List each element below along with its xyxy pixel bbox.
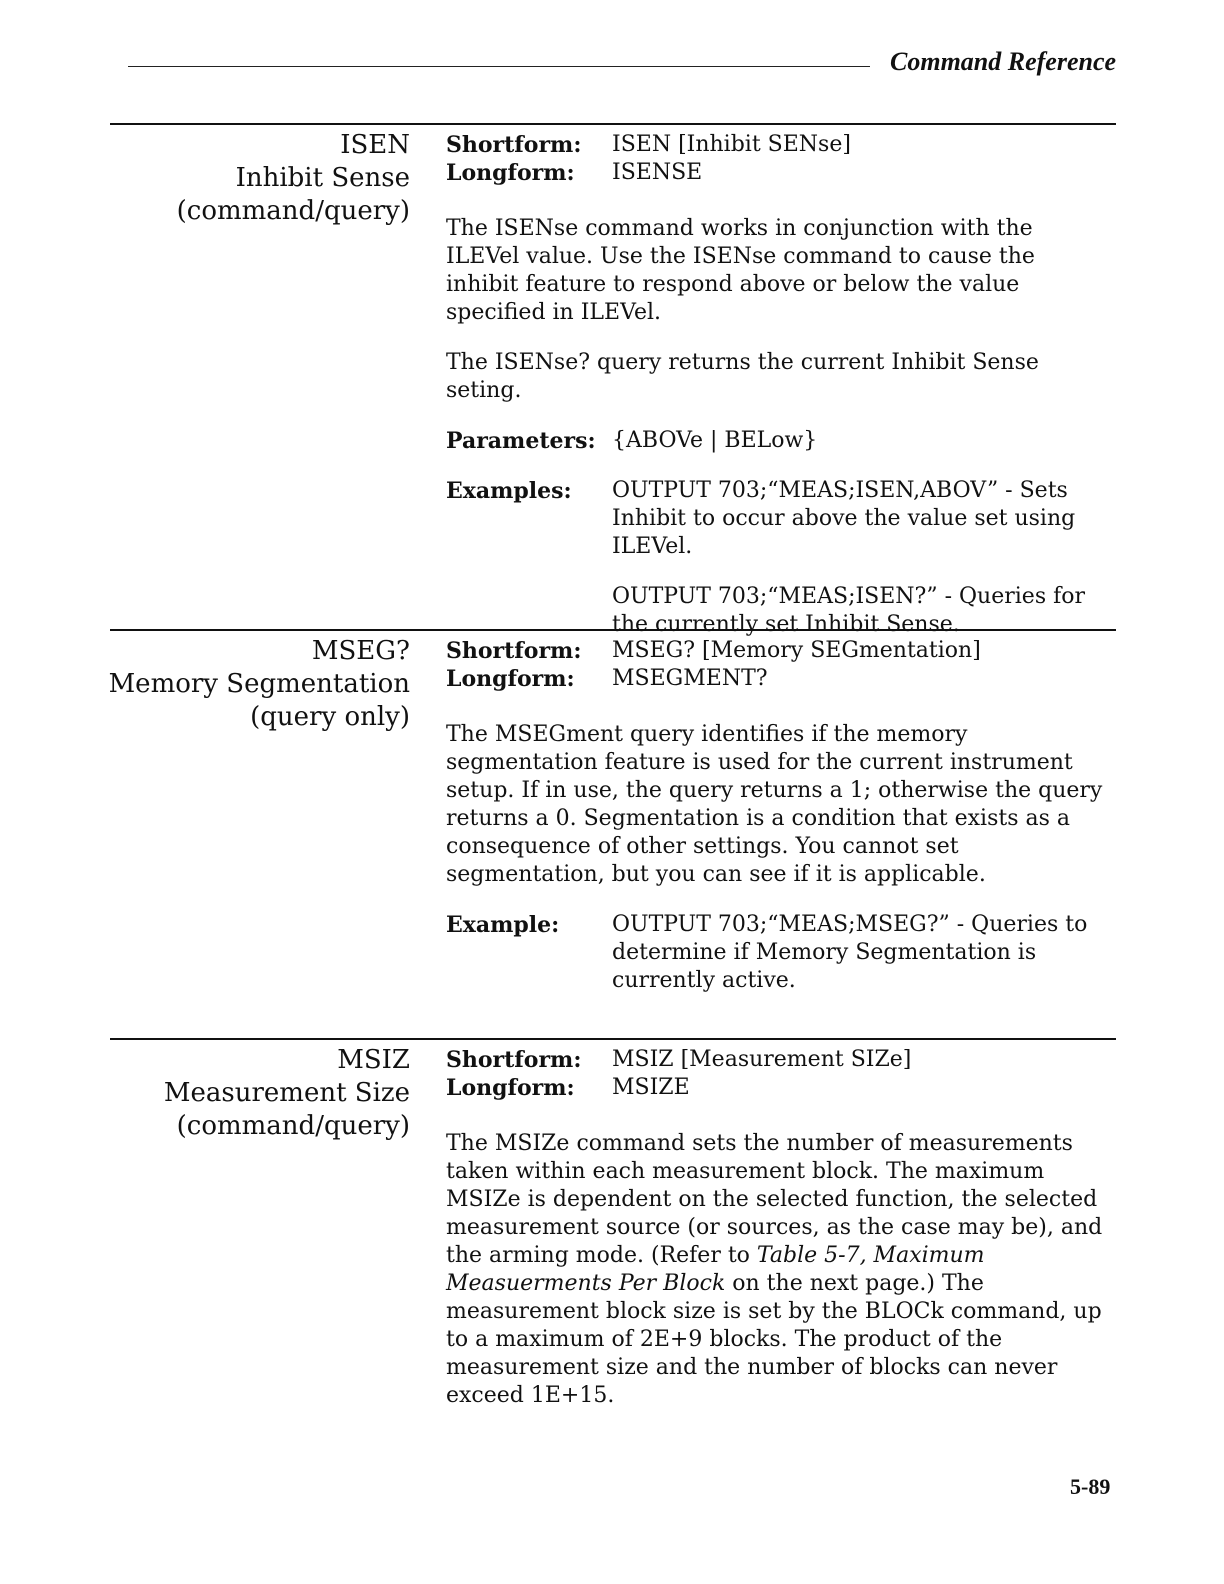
- command-type: (query only): [250, 702, 410, 732]
- header-rule: [128, 66, 870, 67]
- table-reference: Table 5-7, Maximum Measuerments Per Block: [446, 1243, 985, 1296]
- command-heading: [60, 635, 410, 734]
- longform-label: Longform:: [446, 160, 575, 186]
- shortform-value: ISEN [Inhibit SENse]: [612, 132, 851, 157]
- command-code: MSIZ: [337, 1045, 410, 1075]
- examples-row: [446, 477, 1106, 561]
- description-text: on the next page.) The measurement block size is set by the BLOCk command, up to a maximum of 2E+9 blocks. The product of the measurement size and the number of blocks can never exceed 1E+15.: [446, 1271, 1102, 1408]
- command-code: ISEN: [340, 130, 410, 160]
- section-divider: [110, 123, 1116, 125]
- example-label: Example:: [446, 912, 560, 938]
- shortform-label: Shortform:: [446, 1047, 582, 1073]
- running-header-title: Command Reference: [890, 47, 1117, 76]
- page-number: 5-89: [1070, 1474, 1111, 1499]
- shortform-label: Shortform:: [446, 132, 582, 158]
- shortform-row: [446, 637, 1106, 665]
- longform-value: MSIZE: [612, 1075, 690, 1100]
- example-text: OUTPUT 703;“MEAS;ISEN?” - Queries for the currently set Inhibit Sense.: [612, 584, 1085, 637]
- longform-value: MSEGMENT?: [612, 666, 768, 691]
- longform-value: ISENSE: [612, 160, 703, 185]
- shortform-row: [446, 1046, 1106, 1074]
- command-type: (command/query): [176, 1111, 410, 1141]
- longform-row: [446, 1074, 1106, 1102]
- parameters-label: Parameters:: [446, 428, 596, 454]
- command-body: [446, 1046, 1106, 1410]
- longform-row: [446, 665, 1106, 693]
- shortform-value: MSEG? [Memory SEGmentation]: [612, 638, 981, 663]
- command-body: [446, 637, 1106, 995]
- command-name: Inhibit Sense: [235, 163, 410, 193]
- description-paragraph: The ISENse command works in conjunction with the ILEVel value. Use the ISENse command to cause the inhibit feature to respond above or below the value specified in ILEVel.: [446, 216, 1035, 325]
- section-divider: [110, 629, 1116, 631]
- example-text: OUTPUT 703;“MEAS;ISEN,ABOV” - Sets Inhibit to occur above the value set using ILEVel.: [612, 478, 1076, 559]
- command-heading: [60, 1044, 410, 1143]
- command-heading: [60, 129, 410, 228]
- command-name: Memory Segmentation: [108, 669, 410, 699]
- command-body: [446, 131, 1106, 639]
- examples-label: Examples:: [446, 478, 572, 504]
- longform-label: Longform:: [446, 666, 575, 692]
- example-row: [446, 911, 1106, 995]
- description-text: The MSIZe command sets the number of measurements taken within each measurement block. The maximum MSIZe is dependent on the selected function, the selected measurement source (or sources, as the case may be), and the arming mode. (Refer to: [446, 1131, 1103, 1268]
- shortform-row: [446, 131, 1106, 159]
- shortform-value: MSIZ [Measurement SIZe]: [612, 1047, 912, 1072]
- parameters-row: [446, 427, 1106, 455]
- parameters-value: {ABOVe | BELow}: [612, 428, 818, 453]
- example-text: OUTPUT 703;“MEAS;MSEG?” - Queries to determine if Memory Segmentation is currently active.: [612, 912, 1088, 993]
- longform-label: Longform:: [446, 1075, 575, 1101]
- command-name: Measurement Size: [163, 1078, 410, 1108]
- longform-row: [446, 159, 1106, 187]
- section-divider: [110, 1038, 1116, 1040]
- description-paragraph: The MSEGment query identifies if the memory segmentation feature is used for the current instrument setup. If in use, the query returns a 1; otherwise the query returns a 0. Segmentation is a condition that exists as a consequence of other settings. You cannot set segmentation, but you can see if it is applicable.: [446, 722, 1103, 887]
- shortform-label: Shortform:: [446, 638, 582, 664]
- query-paragraph: The ISENse? query returns the current Inhibit Sense seting.: [446, 350, 1039, 403]
- description-paragraph: [446, 1130, 1106, 1410]
- command-type: (command/query): [176, 196, 410, 226]
- command-code: MSEG?: [311, 636, 410, 666]
